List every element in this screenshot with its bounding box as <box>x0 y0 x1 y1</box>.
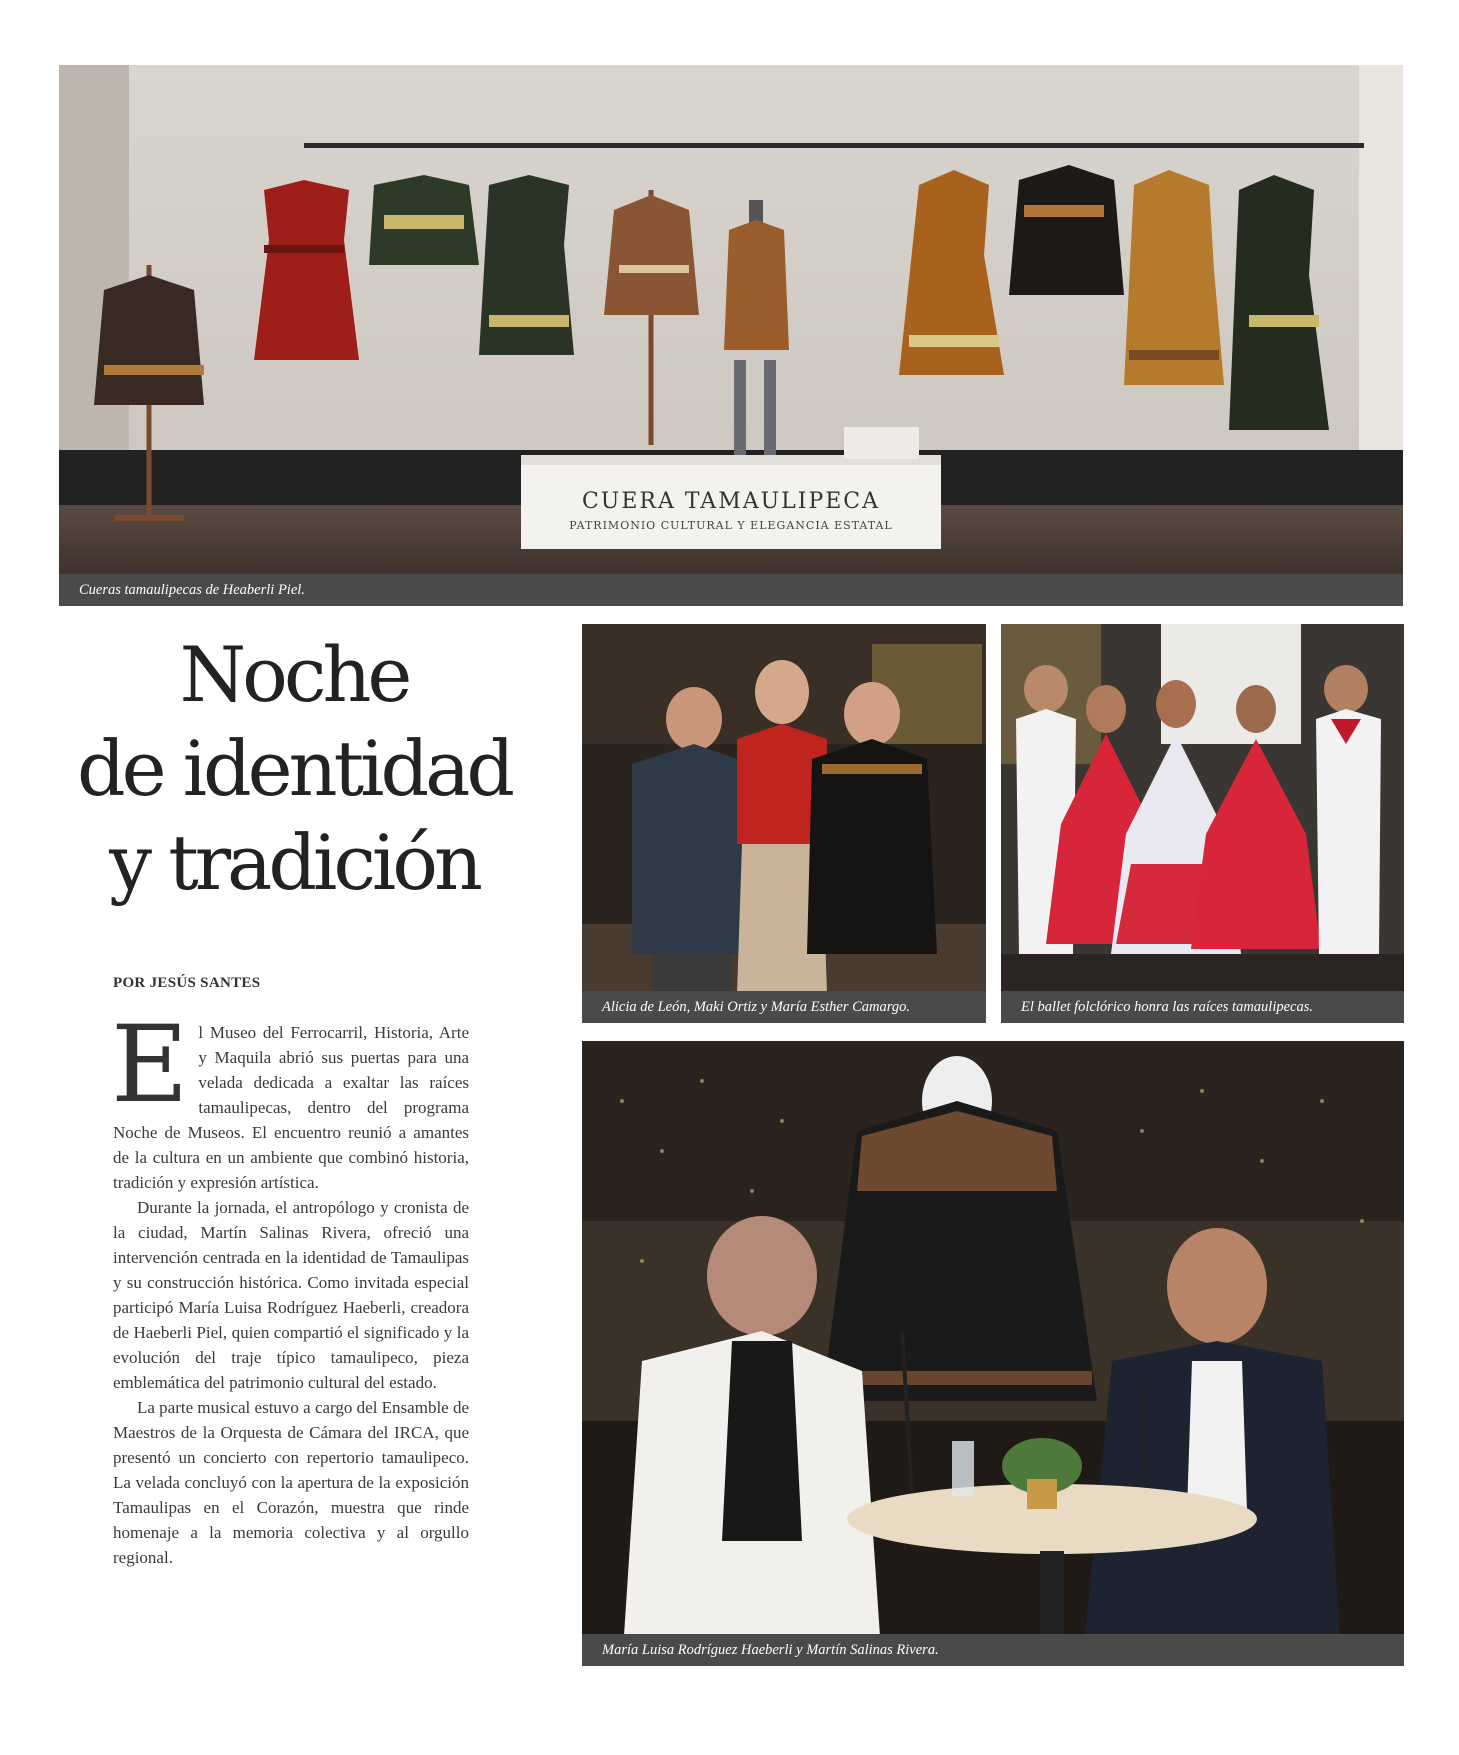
display-subtitle: PATRIMONIO CULTURAL Y ELEGANCIA ESTATAL <box>569 519 893 532</box>
headline-line-2: de identidad <box>76 724 512 813</box>
paragraph-2: Durante la jornada, el antropólogo y cronista de la ciudad, Martín Salinas Rivera, ofreció una intervención centrada en la identidad de Tamaulipas y su construcción histórica. Como invitada especial participó María Luisa Rodríguez Haeberli, creadora de Haeberli Piel, quien compartió el significado y la evolución del traje típico tamaulipeco, pieza emblemática del patrimonio cultural del estado. <box>113 1198 469 1392</box>
headline-line-3: y tradición <box>109 818 479 907</box>
paragraph-3: La parte musical estuvo a cargo del Ensamble de Maestros de la Orquesta de Cámara del IRCA, que presentó un concierto con repertorio tamaulipeco. La velada concluyó con la apertura de la exposición Tamaulipas en el Corazón, muestra que rinde homenaje a la memoria colectiva y al orgullo regional. <box>113 1398 470 1567</box>
talk-photo <box>582 1041 1404 1666</box>
guests-image <box>582 624 986 1023</box>
headline-line-1: Noche <box>179 630 409 719</box>
exhibition-caption: Cueras tamaulipecas de Heaberli Piel. <box>59 574 1403 606</box>
guests-caption: Alicia de León, Maki Ortiz y María Esther Camargo. <box>582 991 986 1023</box>
paragraph-1 <box>111 1003 469 1195</box>
article-headline <box>59 628 529 910</box>
ballet-image <box>1001 624 1404 1023</box>
talk-image <box>582 1041 1404 1666</box>
exhibition-image <box>59 65 1403 606</box>
dropcap: E <box>111 1003 189 1126</box>
guests-photo <box>582 624 986 1023</box>
byline: POR JESÚS SANTES <box>113 975 261 991</box>
exhibition-photo <box>59 65 1403 606</box>
ballet-caption: El ballet folclórico honra las raíces tamaulipecas. <box>1001 991 1404 1023</box>
ballet-photo <box>1001 624 1404 1023</box>
article-body <box>111 1003 470 1570</box>
display-title: CUERA TAMAULIPECA <box>581 489 881 514</box>
paragraph-1-text: l Museo del Ferrocarril, Historia, Arte y Maquila abrió sus puertas para una velada dedicada a exaltar las raíces tamaulipecas, dentro del programa Noche de Museos. El encuentro reunió a amantes de la cultura en un ambiente que combinó historia, tradición y expresión artística. <box>113 1023 469 1192</box>
talk-caption: María Luisa Rodríguez Haeberli y Martín Salinas Rivera. <box>582 1634 1404 1666</box>
